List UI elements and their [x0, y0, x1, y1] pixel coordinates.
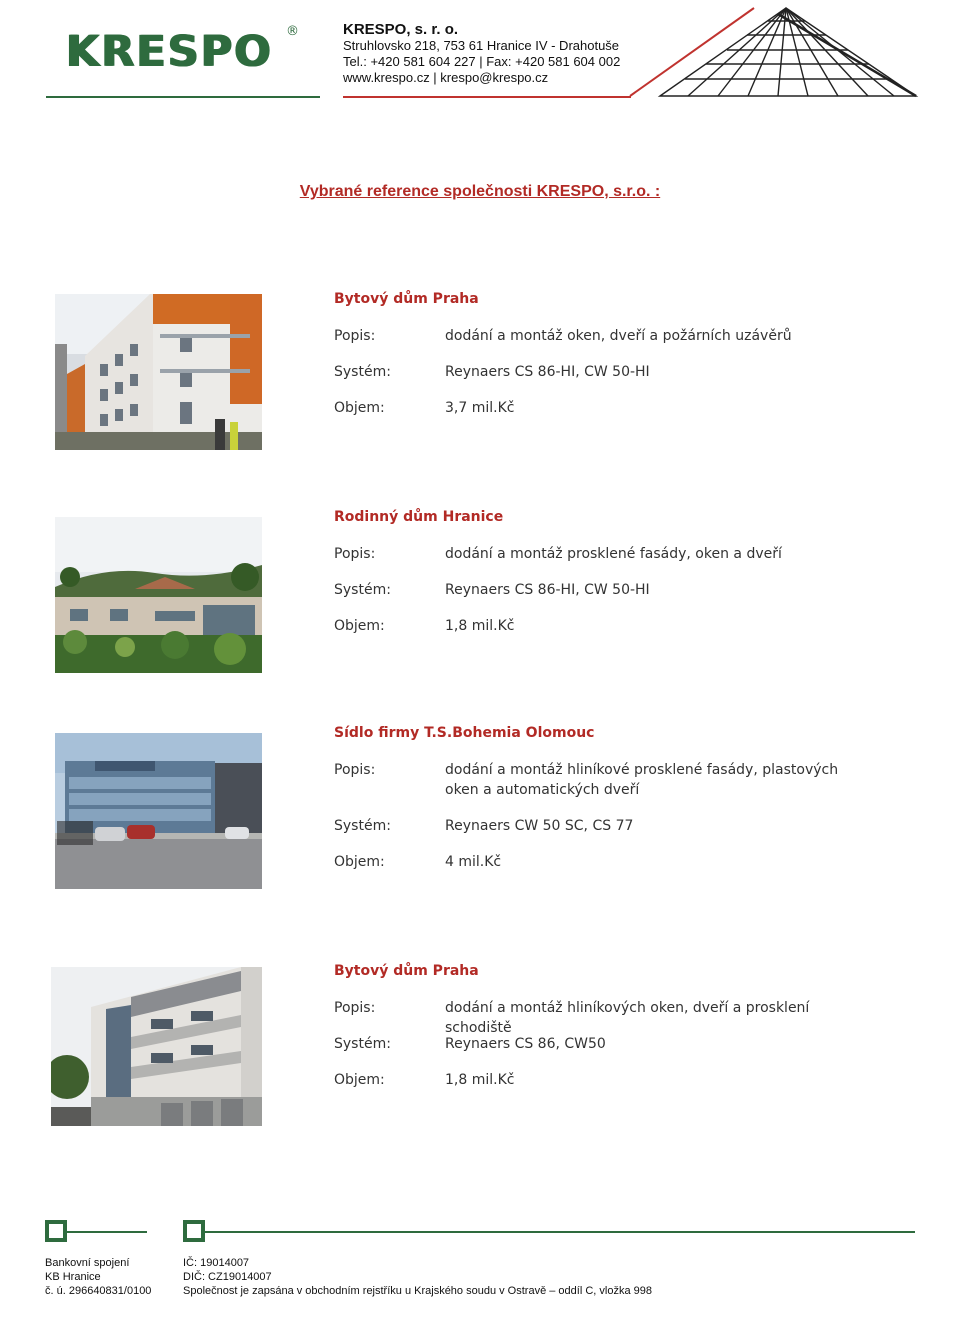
reference-label-system-4: Systém: [334, 1036, 391, 1052]
reference-system-2: Reynaers CS 86-HI, CW 50-HI [445, 582, 650, 598]
reference-label-popis-1: Popis: [334, 328, 376, 344]
company-logo [66, 24, 300, 77]
reference-system-1: Reynaers CS 86-HI, CW 50-HI [445, 364, 650, 380]
header-divider-red [343, 96, 631, 98]
reference-popis-1: dodání a montáž oken, dveří a požárních uzávěrů [445, 328, 792, 344]
reference-label-popis-2: Popis: [334, 546, 376, 562]
reference-popis-2: dodání a montáž prosklené fasády, oken a dveří [445, 546, 782, 562]
reference-label-objem-2: Objem: [334, 618, 385, 634]
reference-label-system-1: Systém: [334, 364, 391, 380]
reference-system-4: Reynaers CS 86, CW50 [445, 1036, 606, 1052]
company-web-email: www.krespo.cz | krespo@krespo.cz [343, 70, 549, 85]
reference-label-objem-4: Objem: [334, 1072, 385, 1088]
company-name: KRESPO, s. r. o. [343, 21, 459, 38]
reference-objem-1: 3,7 mil.Kč [445, 400, 515, 416]
company-address: Struhlovsko 218, 753 61 Hranice IV - Drahotuše [343, 38, 620, 53]
company-phone-fax: Tel.: +420 581 604 227 | Fax: +420 581 604 002 [343, 54, 621, 69]
footer-dic: DIČ: CZ19014007 [183, 1271, 272, 1283]
reference-popis-3: dodání a montáž hliníkové prosklené fasády, plastových oken a automatických dveří [445, 762, 839, 798]
reference-label-popis-4: Popis: [334, 1000, 376, 1016]
pyramid-graphic [628, 4, 920, 100]
footer-square-icon-right [183, 1220, 205, 1242]
footer-registry: Společnost je zapsána v obchodním rejstříku u Krajského soudu v Ostravě – oddíl C, vložka 998 [183, 1285, 652, 1297]
footer-bank-name: KB Hranice [45, 1271, 101, 1283]
page-title: Vybrané reference společnosti KRESPO, s.r.o. : [299, 183, 661, 200]
reference-title-4: Bytový dům Praha [334, 963, 479, 979]
reference-objem-2: 1,8 mil.Kč [445, 618, 515, 634]
footer-divider-right [205, 1231, 915, 1233]
reference-photo-4 [51, 967, 262, 1126]
footer-divider-left [67, 1231, 147, 1233]
reference-photo-1 [55, 294, 262, 450]
reference-label-objem-3: Objem: [334, 854, 385, 870]
reference-label-objem-1: Objem: [334, 400, 385, 416]
logo-wordmark: KRESPO [66, 27, 273, 77]
reference-label-popis-3: Popis: [334, 762, 376, 778]
reference-title-1: Bytový dům Praha [334, 291, 479, 307]
reference-title-2: Rodinný dům Hranice [334, 509, 504, 525]
footer-square-icon-left [45, 1220, 67, 1242]
reference-label-system-2: Systém: [334, 582, 391, 598]
reference-photo-2 [55, 517, 262, 673]
reference-popis-4: dodání a montáž hliníkových oken, dveří a prosklení schodiště [445, 1000, 810, 1036]
reference-title-3: Sídlo firmy T.S.Bohemia Olomouc [334, 725, 595, 741]
reference-objem-4: 1,8 mil.Kč [445, 1072, 515, 1088]
reference-photo-3 [55, 733, 262, 889]
footer-bank-label: Bankovní spojení [45, 1257, 130, 1269]
reference-label-system-3: Systém: [334, 818, 391, 834]
reference-objem-3: 4 mil.Kč [445, 854, 502, 870]
header-divider-green [46, 96, 320, 98]
footer-ic: IČ: 19014007 [183, 1257, 250, 1269]
reference-system-3: Reynaers CW 50 SC, CS 77 [445, 818, 634, 834]
logo-registered-mark: ® [286, 24, 299, 39]
footer-bank-account: č. ú. 296640831/0100 [45, 1285, 152, 1297]
